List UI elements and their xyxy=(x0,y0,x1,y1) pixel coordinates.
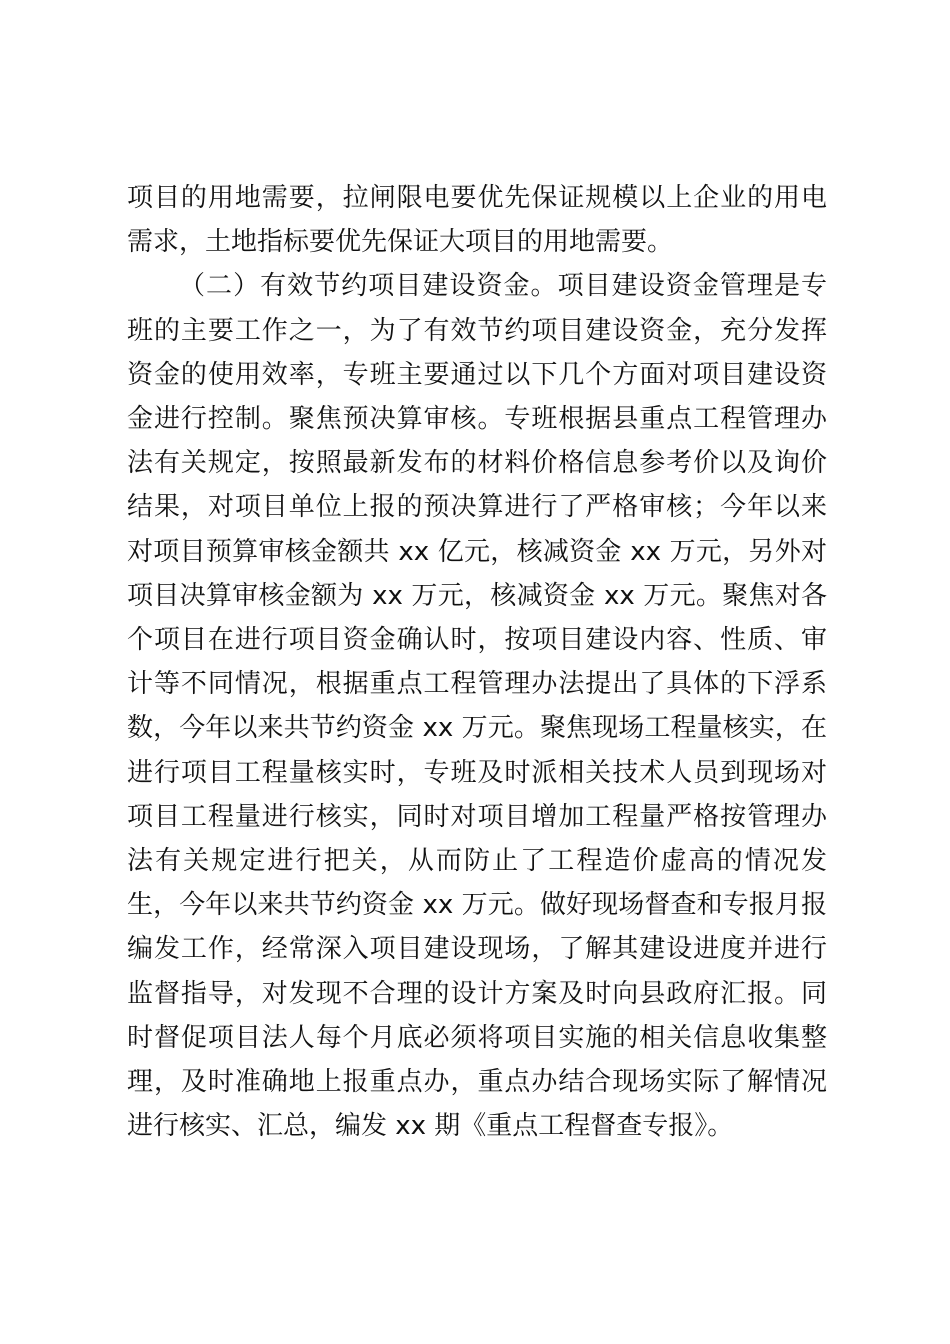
document-page xyxy=(127,176,827,1148)
paragraph-section-two: （二）有效节约项目建设资金。项目建设资金管理是专班的主要工作之一，为了有效节约项目建设资金，充分发挥资金的使用效率，专班主要通过以下几个方面对项目建设资金进行控制。聚焦预决算审核。专班根据县重点工程管理办法有关规定，按照最新发布的材料价格信息参考价以及询价结果，对项目单位上报的预决算进行了严格审核；今年以来对项目预算审核金额共 xx 亿元，核减资金 xx 万元，另外对项目决算审核金额为 xx 万元，核减资金 xx 万元。聚焦对各个项目在进行项目资金确认时，按项目建设内容、性质、审计等不同情况，根据重点工程管理办法提出了具体的下浮系数，今年以来共节约资金 xx 万元。聚焦现场工程量核实，在进行项目工程量核实时，专班及时派相关技术人员到现场对项目工程量进行核实，同时对项目增加工程量严格按管理办法有关规定进行把关，从而防止了工程造价虚高的情况发生，今年以来共节约资金 xx 万元。做好现场督查和专报月报编发工作，经常深入项目建设现场，了解其建设进度并进行监督指导，对发现不合理的设计方案及时向县政府汇报。同时督促项目法人每个月底必须将项目实施的相关信息收集整理，及时准确地上报重点办，重点办结合现场实际了解情况进行核实、汇总，编发 xx 期《重点工程督查专报》。 xyxy=(127,271,827,1142)
paragraph-continuation: 项目的用地需要，拉闸限电要优先保证规模以上企业的用电需求，土地指标要优先保证大项目的用地需要。 xyxy=(127,183,827,258)
